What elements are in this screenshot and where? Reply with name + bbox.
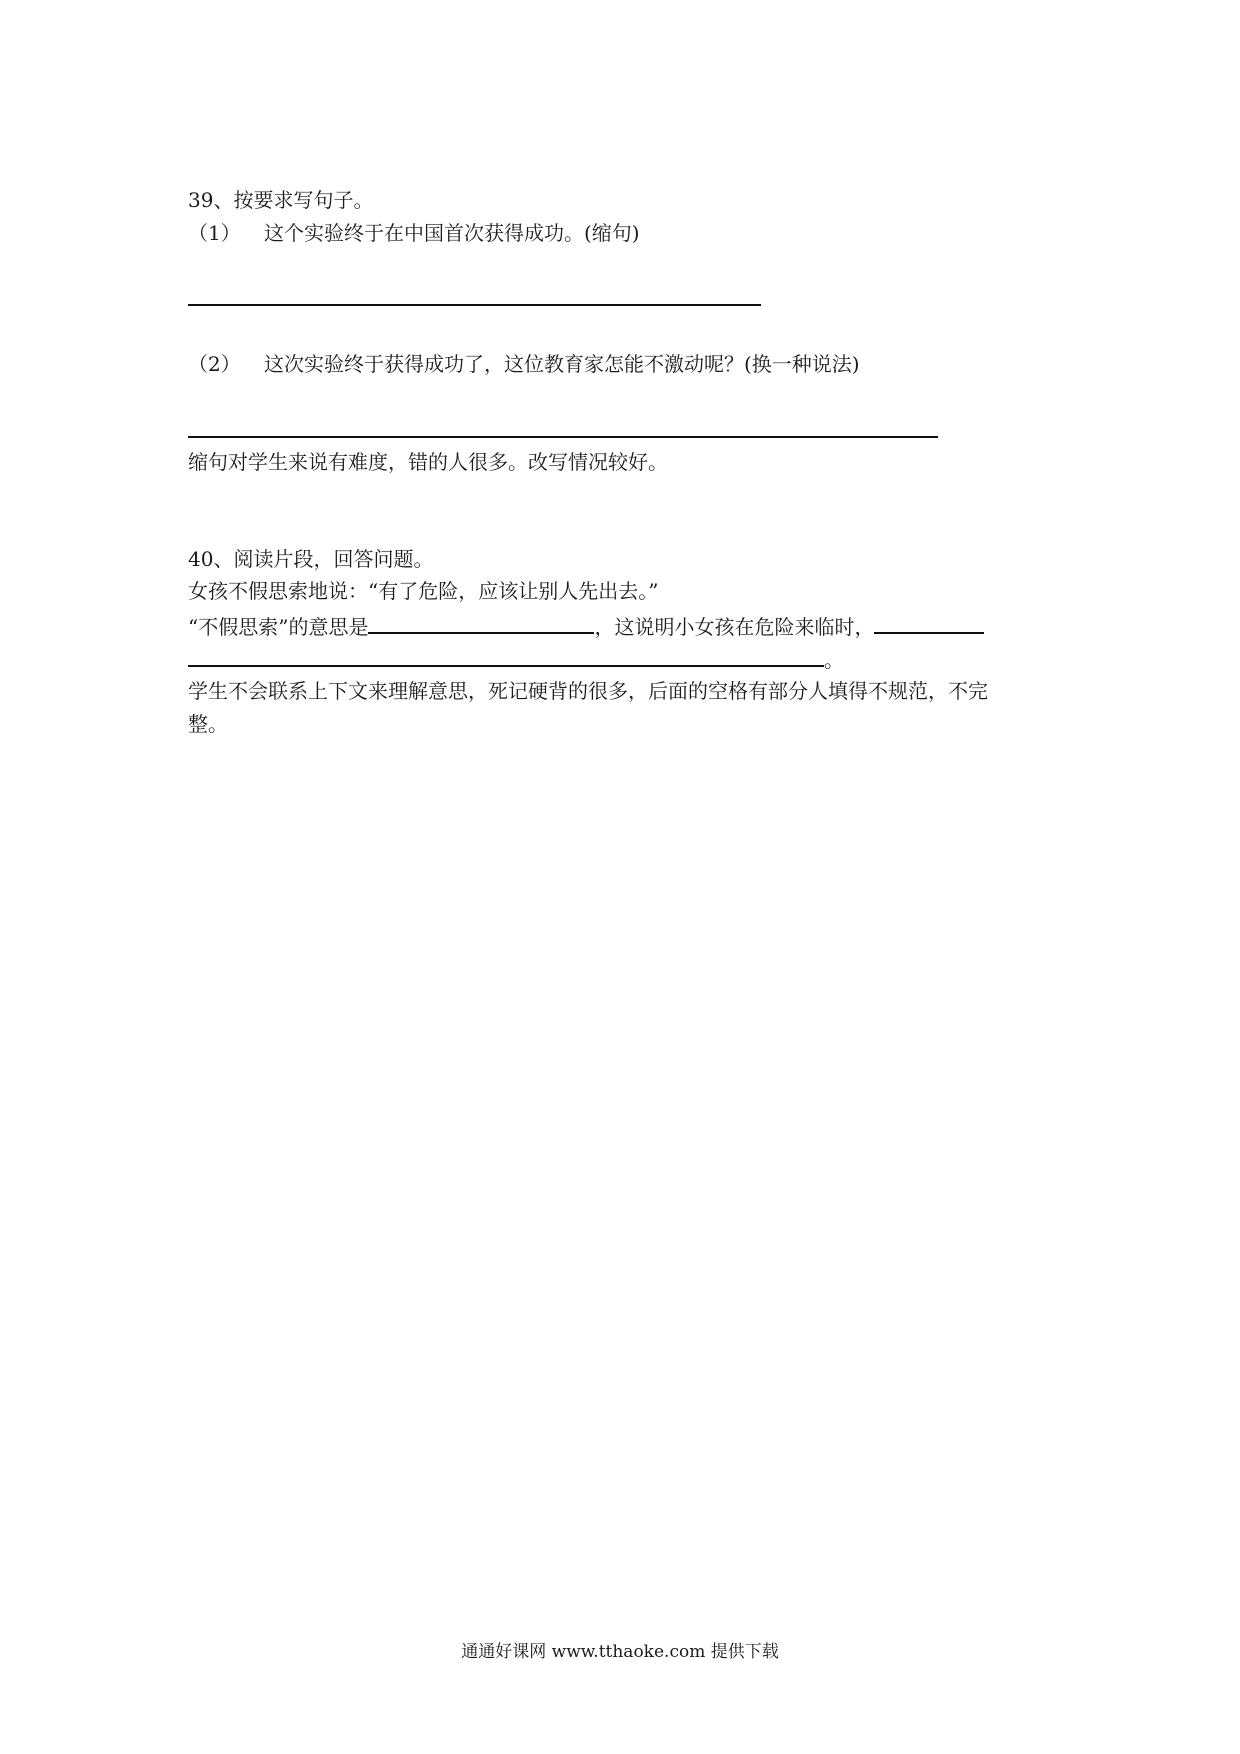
q39-comment: 缩句对学生来说有难度，错的人很多。改写情况较好。 <box>188 450 668 474</box>
q40-prompt-part2: ，这说明小女孩在危险来临时， <box>594 615 875 639</box>
q40-prompt-end: 。 <box>824 648 844 672</box>
q40-prompt-continued <box>188 643 844 674</box>
q39-item-1-label: （1） <box>188 221 241 245</box>
q39-item-2-text: 这次实验终于获得成功了，这位教育家怎能不激动呢？(换一种说法) <box>264 352 860 376</box>
q40-prompt-part1: “不假思索”的意思是 <box>188 615 369 639</box>
q40-passage: 女孩不假思索地说：“有了危险，应该让别人先出去。” <box>188 579 659 603</box>
q39-title: 39、按要求写句子。 <box>188 188 374 212</box>
q39-item-2-label: （2） <box>188 352 241 376</box>
q40-reaction-blank-continued[interactable] <box>188 643 824 667</box>
q40-meaning-blank[interactable] <box>368 610 594 634</box>
q39-answer-line-1[interactable] <box>188 304 761 306</box>
q39-item-1 <box>188 219 640 247</box>
q40-title: 40、阅读片段，回答问题。 <box>188 547 434 571</box>
page-footer: 通通好课网 www.tthaoke.com 提供下载 <box>461 1642 779 1662</box>
q39-item-1-text: 这个实验终于在中国首次获得成功。(缩句) <box>264 221 640 245</box>
q39-item-2 <box>188 350 860 378</box>
q39-answer-line-2[interactable] <box>188 436 938 438</box>
q40-comment-line-1: 学生不会联系上下文来理解意思，死记硬背的很多，后面的空格有部分人填得不规范，不完 <box>188 679 988 703</box>
q40-reaction-blank[interactable] <box>874 610 984 634</box>
q40-prompt <box>188 610 984 641</box>
q40-comment-line-2: 整。 <box>188 712 228 736</box>
